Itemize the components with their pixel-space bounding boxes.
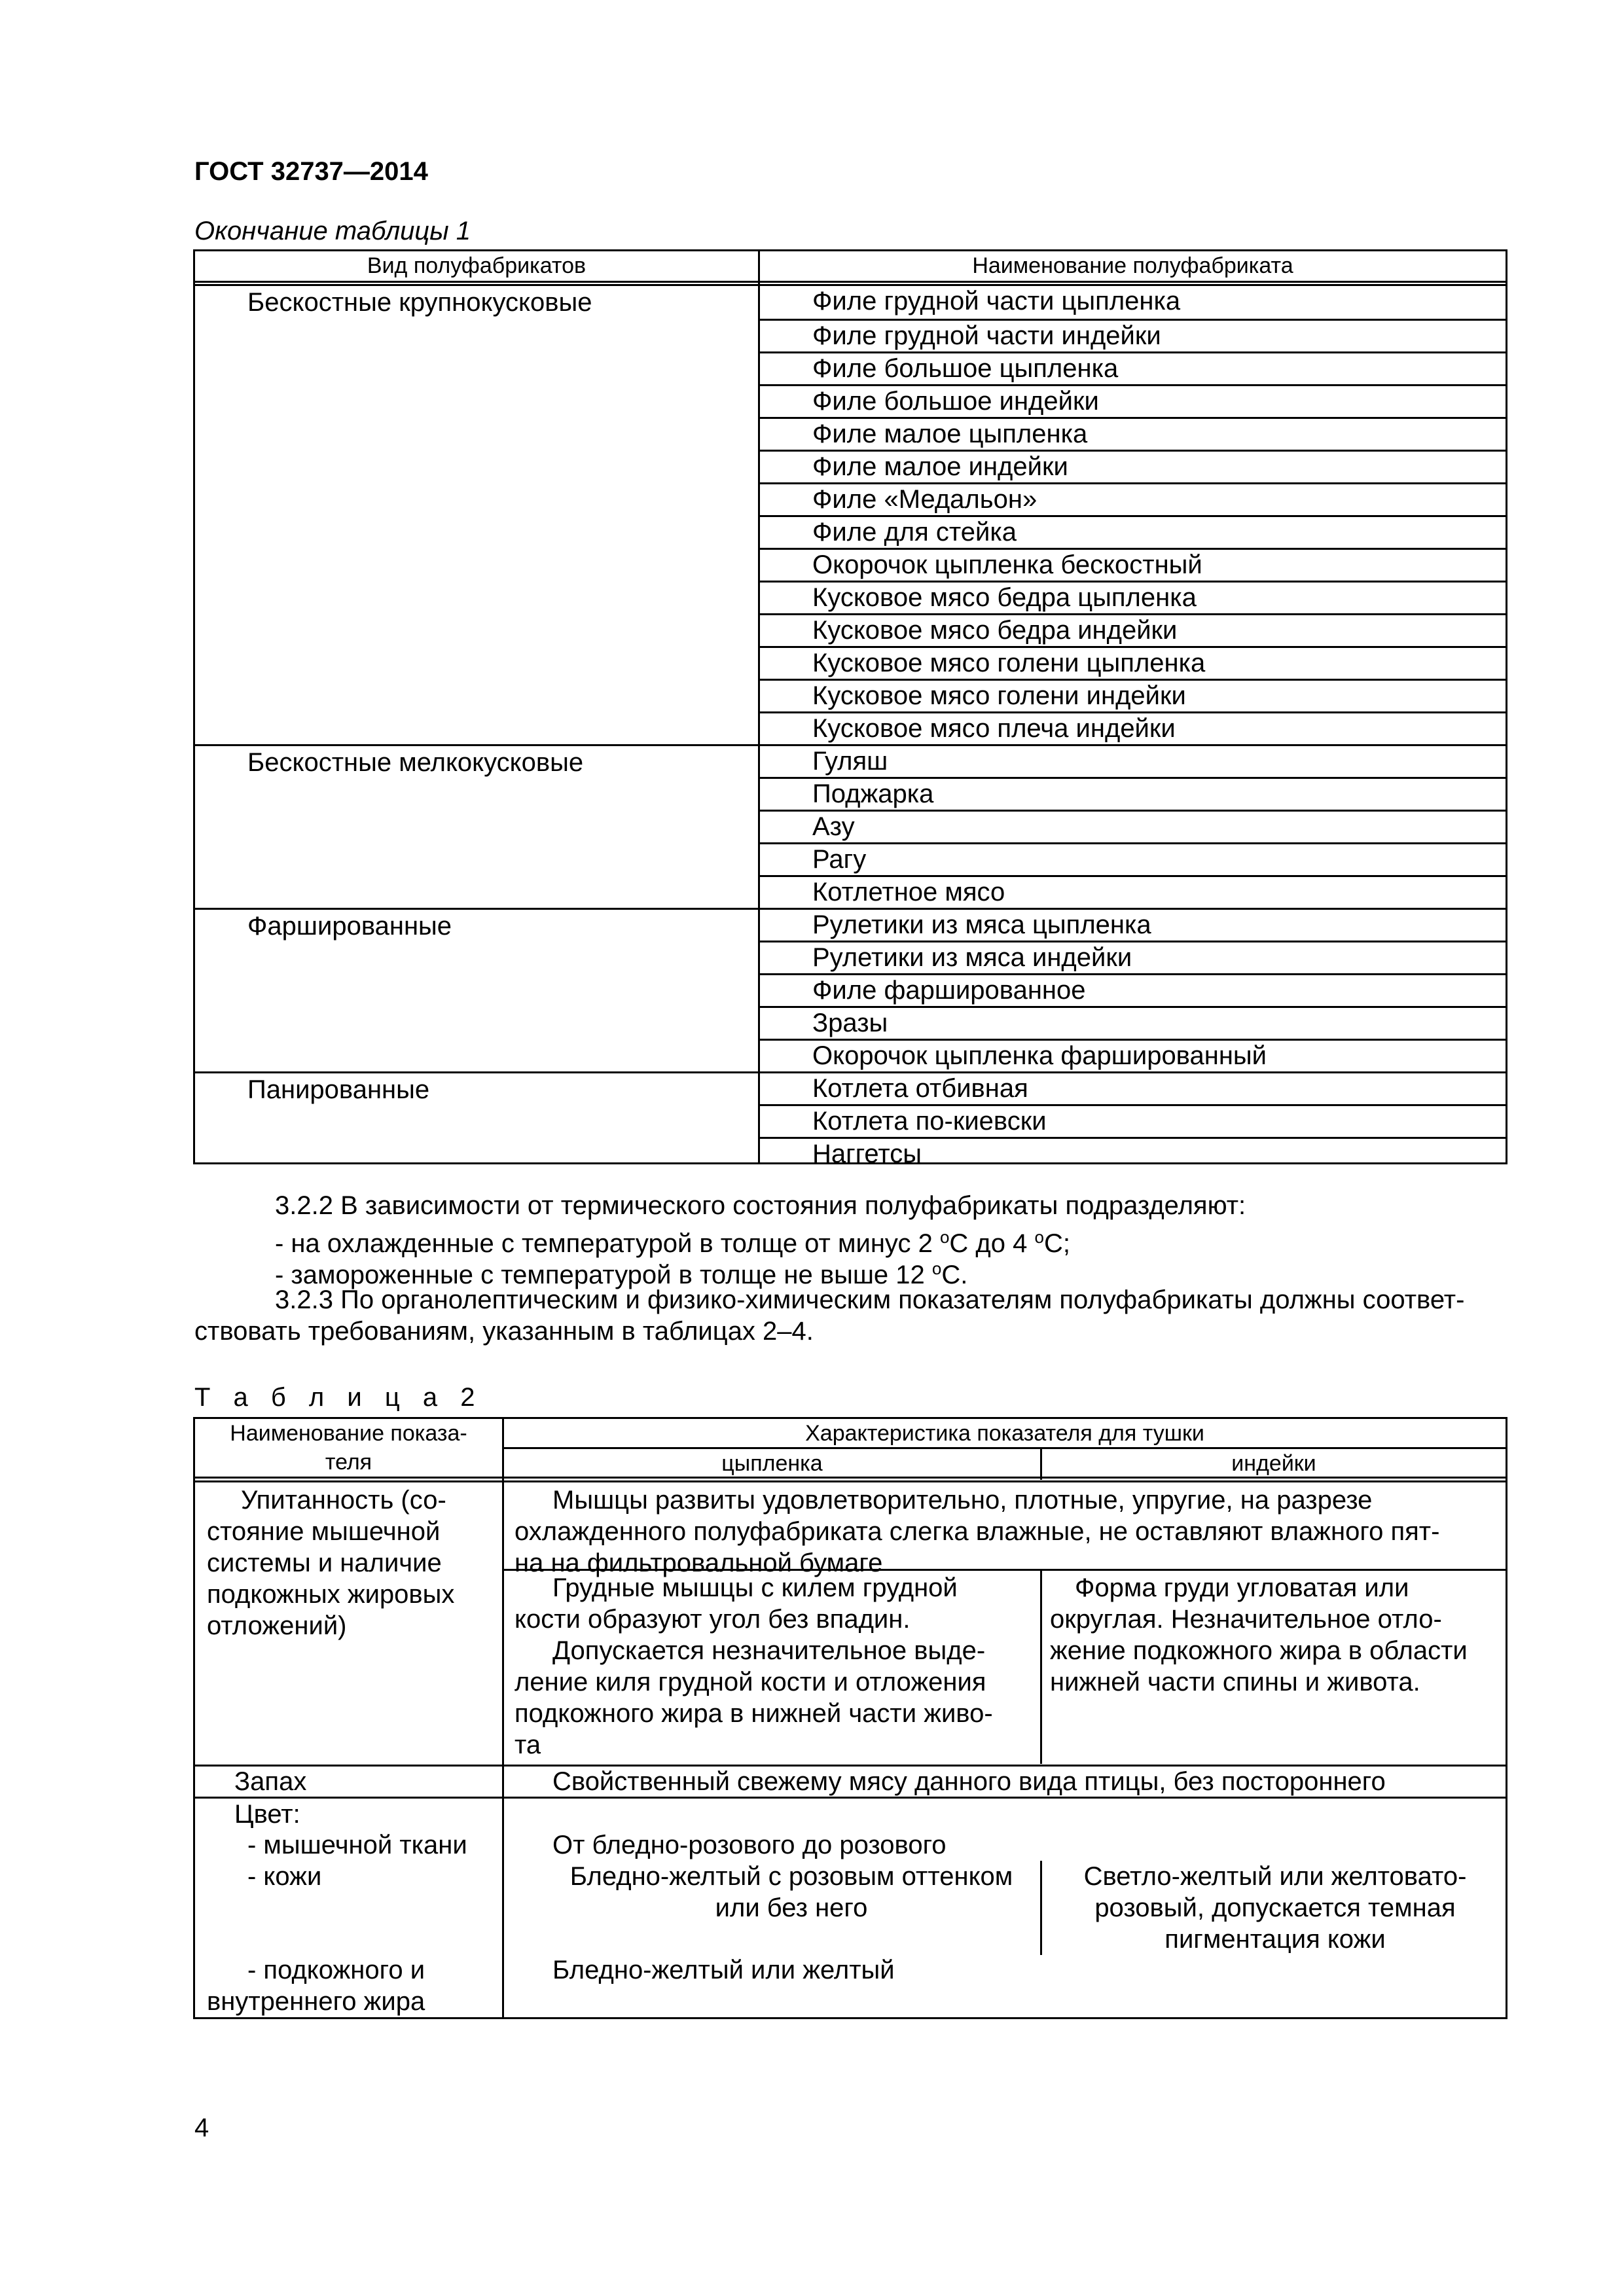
text-line: Грудные мышцы с килем грудной [552, 1573, 958, 1602]
table1-group [195, 286, 758, 744]
table1-caption: Окончание таблицы 1 [194, 217, 471, 245]
table1-row: Окорочок цыпленка фаршированный [760, 1039, 1506, 1071]
table1-row: Филе «Медальон» [760, 482, 1506, 515]
table1-row: Зразы [760, 1006, 1506, 1039]
text-line: кости образуют угол без впадин. [514, 1605, 911, 1634]
table1-row: Кусковое мясо голени индейки [760, 679, 1506, 711]
paragraph-text: 3.2.3 По органолептическим и физико-химическим показателям полуфабрикаты должны соответ- [275, 1285, 1465, 1314]
text-line: на на фильтровальной бумаге [514, 1549, 883, 1577]
table1-body [195, 286, 1506, 1168]
table1-row: Филе большое индейки [760, 384, 1506, 417]
paragraph-3-2-2 [194, 1190, 1507, 1221]
text-line: Светло-желтый или желтовато- [1083, 1862, 1467, 1891]
text-line: внутреннего жира [207, 1987, 425, 2016]
text-line: Мышцы развиты удовлетворительно, плотные, упругие, на разрезе [552, 1486, 1373, 1515]
page-number: 4 [194, 2113, 209, 2142]
table1-row: Филе для стейка [760, 515, 1506, 548]
table1-row: Кусковое мясо голени цыпленка [760, 646, 1506, 679]
table1-row: Филе большое цыпленка [760, 351, 1506, 384]
table2-header-indicator [195, 1419, 502, 1477]
table1-header-name: Наименование полуфабриката [972, 253, 1293, 278]
text-line: охлажденного полуфабриката слегка влажные, не оставляют влажного пят- [514, 1517, 1440, 1546]
text-line: подкожного жира в нижней части живо- [514, 1699, 993, 1728]
table1-row: Котлетное мясо [760, 875, 1506, 908]
table1-row: Гуляш [760, 744, 1506, 777]
table1-group-type: Бескостные крупнокусковые [247, 288, 592, 317]
text-line: Форма груди угловатая или [1075, 1573, 1409, 1602]
table1-group [195, 1071, 758, 1170]
table1-row: Рулетики из мяса индейки [760, 941, 1506, 973]
degree-sign: o [1034, 1227, 1044, 1247]
degree-sign: o [931, 1259, 942, 1278]
text-line: Допускается незначительное выде- [552, 1636, 986, 1665]
indicator-fatness [207, 1484, 495, 1641]
text-line: системы и наличие [207, 1549, 442, 1577]
table1-row: Филе грудной части цыпленка [812, 287, 1181, 315]
fatness-common-value [514, 1484, 1494, 1579]
fatness-turkey-value [1050, 1572, 1494, 1698]
table1-row: Кусковое мясо бедра цыпленка [760, 581, 1506, 613]
color-skin-turkey [1066, 1861, 1485, 1955]
text-line: или без него [715, 1893, 868, 1922]
fatness-chicken-value [514, 1572, 1035, 1761]
text-line: жение подкожного жира в области [1050, 1636, 1468, 1665]
table1-header-row [195, 251, 1506, 286]
text-line: округлая. Незначительное отло- [1050, 1605, 1442, 1634]
indicator-smell: Запах [234, 1767, 307, 1796]
table1 [193, 249, 1507, 1168]
text-line: розовый, допускается темная [1094, 1893, 1456, 1922]
table2-header-group: Характеристика показателя для тушки [805, 1421, 1204, 1446]
paragraph-text: 3.2.2 В зависимости от термического состояния полуфабрикаты подразделяют: [275, 1191, 1246, 1220]
table2-header-turkey: индейки [1231, 1451, 1316, 1476]
table1-row: Рулетики из мяса цыпленка [760, 908, 1506, 941]
table2-header-line-b [195, 1480, 1506, 1482]
table1-row: Наггетсы [760, 1137, 1506, 1170]
text-line: подкожных жировых [207, 1580, 455, 1609]
color-skin-chicken [552, 1861, 1030, 1924]
table1-row: Кусковое мясо плеча индейки [760, 711, 1506, 744]
table1-group [195, 908, 758, 1071]
table1-row: Филе фаршированное [760, 973, 1506, 1006]
table1-row: Поджарка [760, 777, 1506, 810]
list-text: С. [941, 1261, 968, 1289]
table1-row: Филе малое индейки [760, 450, 1506, 482]
document-code: ГОСТ 32737—2014 [194, 157, 428, 186]
table2-header-chicken: цыпленка [721, 1451, 823, 1476]
table1-group [195, 744, 758, 908]
table1-row: Окорочок цыпленка бескостный [760, 548, 1506, 581]
list-text: - замороженные с температурой в толще не выше 12 [275, 1261, 932, 1289]
text-line: Бледно-желтый с розовым оттенком [569, 1862, 1013, 1891]
paragraph-3-2-3 [194, 1284, 1507, 1316]
table1-row: Филе грудной части индейки [760, 319, 1506, 351]
text-line: Упитанность (со- [241, 1486, 446, 1515]
table1-row: Котлета по-киевски [760, 1104, 1506, 1137]
text-line: - подкожного и [247, 1956, 425, 1984]
list-text: - на охлажденные с температурой в толще от минус 2 [275, 1229, 940, 1258]
header-line: теля [325, 1450, 372, 1475]
indicator-color: Цвет: [234, 1800, 300, 1829]
table1-row: Азу [760, 810, 1506, 842]
table1-group-type: Бескостные мелкокусковые [247, 748, 584, 777]
color-fat-label [207, 1954, 495, 2017]
text-line: стояние мышечной [207, 1517, 441, 1546]
table1-group-type: Фаршированные [247, 912, 452, 941]
table1-group-type: Панированные [247, 1075, 430, 1104]
smell-value: Свойственный свежему мясу данного вида птицы, без постороннего [552, 1767, 1386, 1796]
table2-divider-fatness [1040, 1569, 1042, 1764]
text-line: нижней части спины и живота. [1050, 1668, 1420, 1696]
table2-caption: Т а б л и ц а 2 [194, 1383, 483, 1412]
table2-divider-skin [1040, 1861, 1042, 1955]
color-skin-label: - кожи [247, 1862, 322, 1891]
table1-row: Кусковое мясо бедра индейки [760, 613, 1506, 646]
table1-row: Котлета отбивная [760, 1071, 1506, 1104]
text-line: пигментация кожи [1164, 1925, 1386, 1954]
table2 [193, 1417, 1507, 2019]
list-text: С; [1043, 1229, 1070, 1258]
color-muscle-label: - мышечной ткани [247, 1831, 467, 1859]
text-line: ление киля грудной кости и отложения [514, 1668, 986, 1696]
text-line: отложений) [207, 1611, 347, 1640]
color-fat-value: Бледно-желтый или желтый [552, 1956, 895, 1984]
paragraph-text: ствовать требованиям, указанным в таблицах 2–4. [194, 1317, 814, 1346]
paragraph-3-2-3-cont [194, 1316, 1507, 1347]
table1-row: Филе малое цыпленка [760, 417, 1506, 450]
color-muscle-value: От бледно-розового до розового [552, 1831, 947, 1859]
table1-header-type: Вид полуфабрикатов [367, 253, 586, 278]
list-text: С до 4 [949, 1229, 1035, 1258]
degree-sign: o [939, 1227, 950, 1247]
text-line: та [514, 1731, 541, 1759]
table2-divider-col1 [502, 1419, 504, 2017]
table1-row: Рагу [760, 842, 1506, 875]
header-line: Наименование показа- [230, 1421, 467, 1446]
